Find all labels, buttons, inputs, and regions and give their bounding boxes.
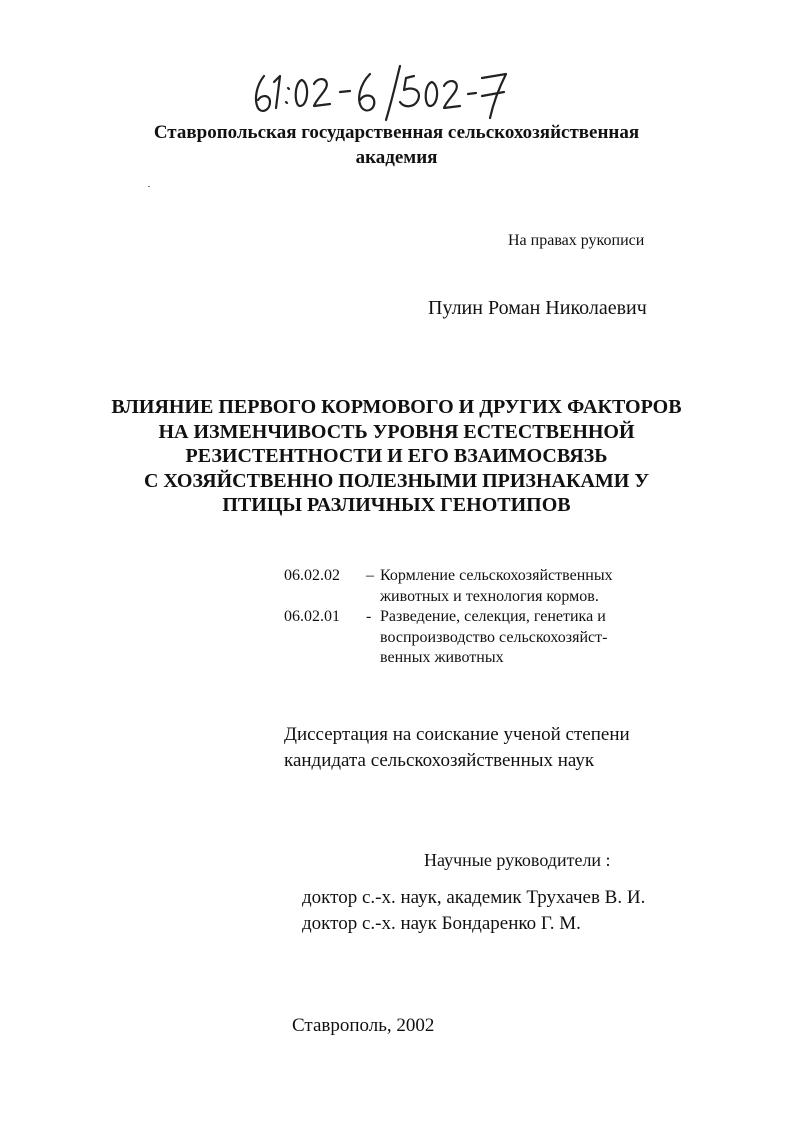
specialty-item [284,566,704,607]
handwritten-code-drawing [250,62,510,122]
specialty-separator: – [366,567,374,584]
specialties-list [284,566,704,669]
degree-line-1: Диссертация на соискание ученой степени [284,724,630,745]
degree-statement [284,722,630,774]
specialty-line: Кормление сельскохозяйственных [380,567,613,584]
institution-name [100,120,693,170]
supervisor-entry: доктор с.-х. наук Бондаренко Г. М. [302,913,581,934]
institution-line-2: академия [355,147,438,168]
specialty-line: животных и технология кормов. [380,587,599,605]
specialty-description [380,566,704,607]
institution-line-1: Ставропольская государственная сельскохозяйственная [153,122,640,143]
supervisors-list [302,885,645,937]
degree-line-2: кандидата сельскохозяйственных наук [284,750,595,771]
specialty-code: 06.02.02 [284,567,340,584]
title-line: НА ИЗМЕНЧИВОСТЬ УРОВНЯ ЕСТЕСТВЕННОЙ [158,420,635,443]
specialty-item [284,607,704,669]
supervisors-heading: Научные руководители : [424,850,611,870]
specialty-code: 06.02.01 [284,608,340,625]
scan-speck [148,186,150,187]
supervisor-entry: доктор с.-х. наук, академик Трухачев В. И. [302,887,646,908]
title-line: ПТИЦЫ РАЗЛИЧНЫХ ГЕНОТИПОВ [222,494,571,516]
title-line: РЕЗИСТЕНТНОСТИ И ЕГО ВЗАИМОСВЯЗЬ [185,445,608,467]
manuscript-rights-note: На правах рукописи [508,232,645,249]
specialty-separator: - [366,608,372,625]
city-and-year: Ставрополь, 2002 [292,1015,435,1036]
specialty-description [380,607,704,669]
author-name: Пулин Роман Николаевич [428,297,647,319]
handwritten-archive-code [250,62,510,122]
specialty-line: воспроизводство сельскохозяйст- [380,628,608,646]
title-line: С ХОЗЯЙСТВЕННО ПОЛЕЗНЫМИ ПРИЗНАКАМИ У [143,469,650,492]
title-line: ВЛИЯНИЕ ПЕРВОГО КОРМОВОГО И ДРУГИХ ФАКТОРОВ [111,396,682,418]
dissertation-title [60,395,733,518]
specialty-line: венных животных [380,649,504,666]
specialty-line: Разведение, селекция, генетика и [380,608,606,625]
